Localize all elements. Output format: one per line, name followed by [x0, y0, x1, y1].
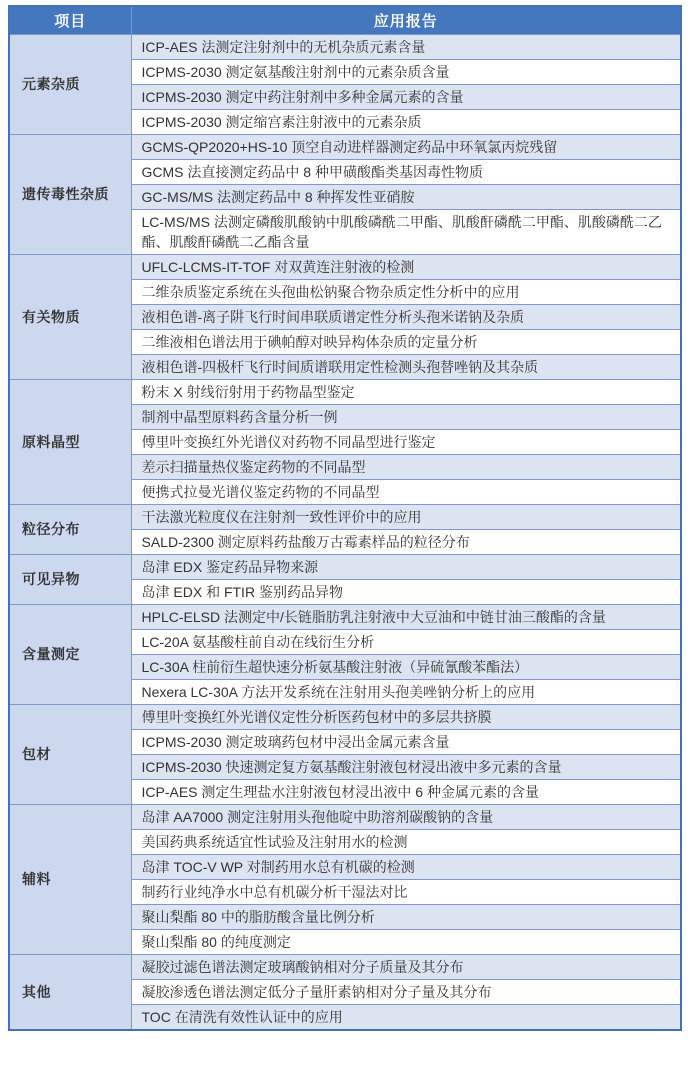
- table-row: [9, 954, 681, 979]
- table-row: [9, 134, 681, 159]
- category-cell: 含量测定: [9, 604, 131, 704]
- report-cell: 液相色谱-离子阱飞行时间串联质谱定性分析头孢米诺钠及杂质: [131, 304, 681, 329]
- report-cell: ICPMS-2030 快速测定复方氨基酸注射液包材浸出液中多元素的含量: [131, 754, 681, 779]
- table-row: [9, 704, 681, 729]
- category-cell: 辅料: [9, 804, 131, 954]
- report-cell: SALD-2300 测定原料药盐酸万古霉素样品的粒径分布: [131, 529, 681, 554]
- report-cell: ICPMS-2030 测定缩宫素注射液中的元素杂质: [131, 109, 681, 134]
- report-cell: 聚山梨酯 80 的纯度测定: [131, 929, 681, 954]
- report-cell: GCMS-QP2020+HS-10 顶空自动进样器测定药品中环氧氯丙烷残留: [131, 134, 681, 159]
- category-cell: 遗传毒性杂质: [9, 134, 131, 254]
- table-row: [9, 254, 681, 279]
- report-cell: 岛津 TOC-V WP 对制药用水总有机碳的检测: [131, 854, 681, 879]
- report-cell: 傅里叶变换红外光谱仪定性分析医药包材中的多层共挤膜: [131, 704, 681, 729]
- report-cell: UFLC-LCMS-IT-TOF 对双黄连注射液的检测: [131, 254, 681, 279]
- report-cell: 干法激光粒度仪在注射剂一致性评价中的应用: [131, 504, 681, 529]
- report-cell: GCMS 法直接测定药品中 8 种甲磺酸酯类基因毒性物质: [131, 159, 681, 184]
- table-row: [9, 504, 681, 529]
- report-cell: 傅里叶变换红外光谱仪对药物不同晶型进行鉴定: [131, 429, 681, 454]
- category-cell: 有关物质: [9, 254, 131, 379]
- report-cell: 制药行业纯净水中总有机碳分析干湿法对比: [131, 879, 681, 904]
- category-cell: 元素杂质: [9, 34, 131, 134]
- report-cell: GC-MS/MS 法测定药品中 8 种挥发性亚硝胺: [131, 184, 681, 209]
- report-cell: 聚山梨酯 80 中的脂肪酸含量比例分析: [131, 904, 681, 929]
- report-cell: HPLC-ELSD 法测定中/长链脂肪乳注射液中大豆油和中链甘油三酸酯的含量: [131, 604, 681, 629]
- header-cell-report: 应用报告: [131, 6, 681, 34]
- table-row: [9, 34, 681, 59]
- report-cell: 二维液相色谱法用于碘帕醇对映异构体杂质的定量分析: [131, 329, 681, 354]
- report-cell: 凝胶渗透色谱法测定低分子量肝素钠相对分子量及其分布: [131, 979, 681, 1004]
- report-cell: ICP-AES 测定生理盐水注射液包材浸出液中 6 种金属元素的含量: [131, 779, 681, 804]
- report-cell: 差示扫描量热仪鉴定药物的不同晶型: [131, 454, 681, 479]
- report-cell: 液相色谱-四极杆飞行时间质谱联用定性检测头孢替唑钠及其杂质: [131, 354, 681, 379]
- header-cell-project: 项目: [9, 6, 131, 34]
- report-cell: TOC 在清洗有效性认证中的应用: [131, 1004, 681, 1030]
- table-row: [9, 804, 681, 829]
- report-cell: 岛津 AA7000 测定注射用头孢他啶中助溶剂碳酸钠的含量: [131, 804, 681, 829]
- report-cell: 岛津 EDX 和 FTIR 鉴别药品异物: [131, 579, 681, 604]
- table-row: [9, 554, 681, 579]
- report-cell: LC-MS/MS 法测定磷酸肌酸钠中肌酸磷酰二甲酯、肌酸酐磷酰二甲酯、肌酸磷酰二乙酯、肌酸酐磷酰二乙酯含量: [131, 209, 681, 254]
- report-cell: 便携式拉曼光谱仪鉴定药物的不同晶型: [131, 479, 681, 504]
- table-row: [9, 604, 681, 629]
- category-cell: 可见异物: [9, 554, 131, 604]
- report-cell: 凝胶过滤色谱法测定玻璃酸钠相对分子质量及其分布: [131, 954, 681, 979]
- table-header: [9, 6, 681, 34]
- report-cell: ICPMS-2030 测定玻璃药包材中浸出金属元素含量: [131, 729, 681, 754]
- report-cell: ICPMS-2030 测定氨基酸注射剂中的元素杂质含量: [131, 59, 681, 84]
- report-cell: 岛津 EDX 鉴定药品异物来源: [131, 554, 681, 579]
- table-body: [9, 34, 681, 1030]
- category-cell: 原料晶型: [9, 379, 131, 504]
- category-cell: 包材: [9, 704, 131, 804]
- application-report-table: [8, 5, 682, 1031]
- report-cell: ICP-AES 法测定注射剂中的无机杂质元素含量: [131, 34, 681, 59]
- report-cell: LC-20A 氨基酸柱前自动在线衍生分析: [131, 629, 681, 654]
- category-cell: 粒径分布: [9, 504, 131, 554]
- report-cell: ICPMS-2030 测定中药注射剂中多种金属元素的含量: [131, 84, 681, 109]
- header-row: [9, 6, 681, 34]
- report-cell: LC-30A 柱前衍生超快速分析氨基酸注射液（异硫氰酸苯酯法）: [131, 654, 681, 679]
- category-cell: 其他: [9, 954, 131, 1030]
- report-cell: 粉末 X 射线衍射用于药物晶型鉴定: [131, 379, 681, 404]
- table-row: [9, 379, 681, 404]
- report-cell: 美国药典系统适宜性试验及注射用水的检测: [131, 829, 681, 854]
- report-cell: Nexera LC-30A 方法开发系统在注射用头孢美唑钠分析上的应用: [131, 679, 681, 704]
- report-cell: 二维杂质鉴定系统在头孢曲松钠聚合物杂质定性分析中的应用: [131, 279, 681, 304]
- report-cell: 制剂中晶型原料药含量分析一例: [131, 404, 681, 429]
